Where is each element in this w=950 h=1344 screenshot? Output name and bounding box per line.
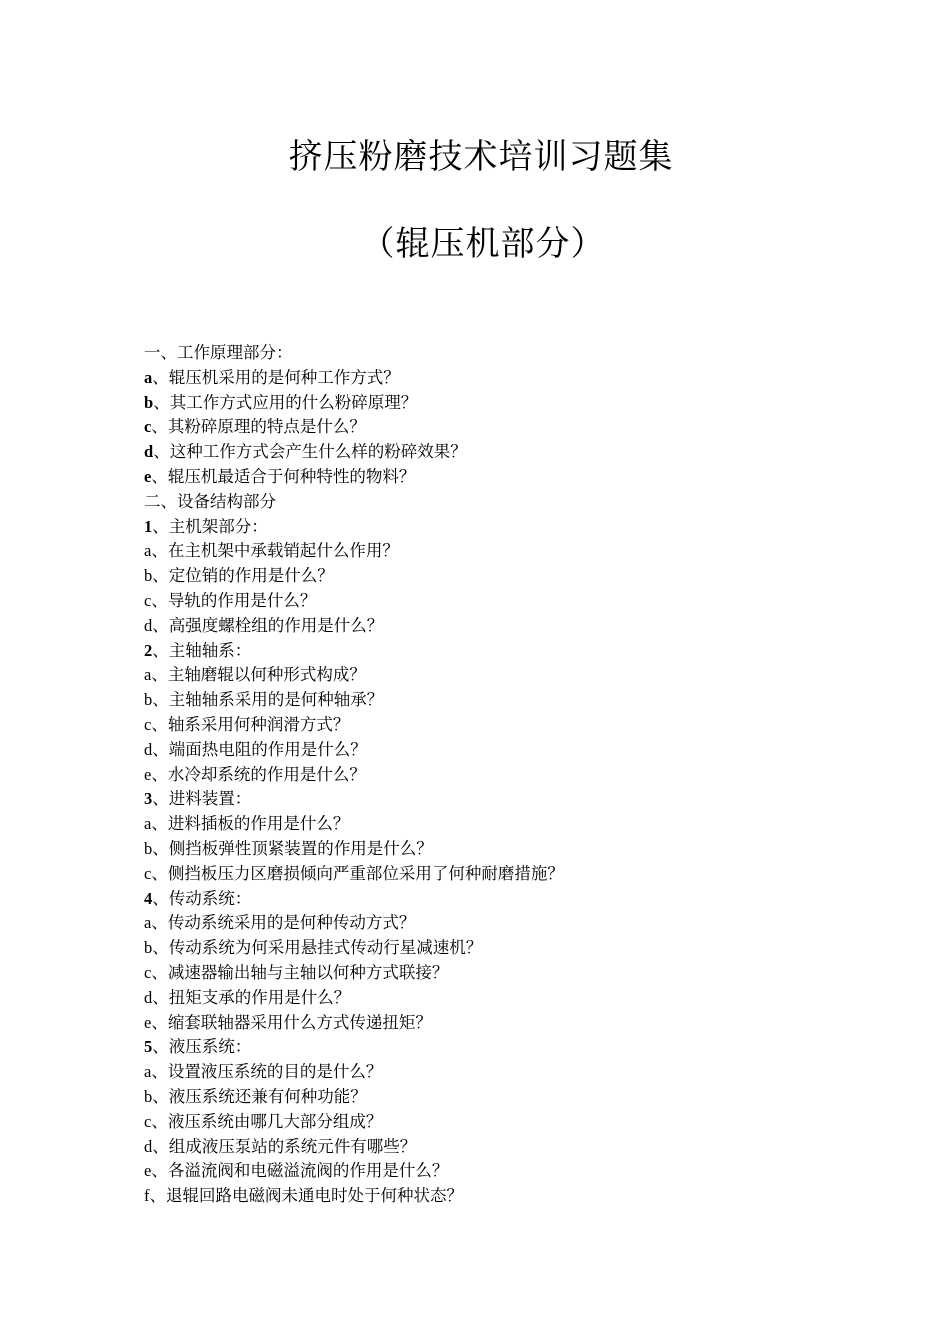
item-marker: 4	[144, 888, 153, 908]
line-text: 二、设备结构部分	[144, 491, 276, 511]
question-line	[144, 688, 924, 713]
document-title: 挤压粉磨技术培训习题集	[288, 137, 674, 177]
item-marker: a	[144, 541, 152, 561]
item-marker: a	[144, 814, 152, 834]
line-text: 、进料插板的作用是什么？	[151, 814, 350, 834]
item-marker: a	[144, 913, 152, 933]
item-marker: e	[144, 466, 152, 486]
line-text: 、这种工作方式会产生什么样的粉碎效果？	[153, 442, 467, 462]
item-marker: d	[144, 739, 153, 759]
line-text: 、组成液压泵站的系统元件有哪些？	[152, 1136, 417, 1156]
question-line	[144, 614, 924, 639]
line-text: 、传动系统：	[152, 888, 252, 908]
item-marker: b	[144, 690, 153, 710]
line-text: 、液压系统：	[152, 1037, 252, 1057]
item-marker: a	[144, 1062, 152, 1082]
item-marker: b	[144, 1086, 153, 1106]
line-text: 、传动系统采用的是何种传动方式？	[151, 913, 416, 933]
line-text: 、侧挡板压力区磨损倾向严重部位采用了何种耐磨措施？	[151, 863, 564, 883]
line-text: 、高强度螺栓组的作用是什么？	[152, 615, 384, 635]
line-text: 、设置液压系统的目的是什么？	[151, 1062, 383, 1082]
item-marker: b	[144, 938, 153, 958]
question-line	[144, 837, 924, 862]
question-line	[144, 961, 924, 986]
question-line	[144, 1035, 924, 1060]
line-text: 、各溢流阀和电磁溢流阀的作用是什么？	[151, 1161, 449, 1181]
line-text: 、辊压机采用的是何种工作方式？	[152, 367, 400, 387]
line-text: 、端面热电阻的作用是什么？	[152, 739, 367, 759]
item-marker: a	[144, 665, 152, 685]
question-line	[144, 1085, 924, 1110]
question-line	[144, 738, 924, 763]
line-text: 、退辊回路电磁阀未通电时处于何种状态？	[149, 1186, 463, 1206]
item-marker: a	[144, 367, 153, 387]
line-text: 、主轴磨辊以何种形式构成？	[151, 665, 366, 685]
line-text: 、减速器输出轴与主轴以何种方式联接？	[151, 962, 449, 982]
item-marker: c	[144, 417, 152, 437]
question-line	[144, 812, 924, 837]
item-marker: c	[144, 863, 152, 883]
line-text: 一、工作原理部分：	[144, 343, 293, 362]
question-line	[144, 515, 924, 540]
line-text: 、导轨的作用是什么？	[151, 590, 317, 610]
line-text: 、传动系统为何采用悬挂式传动行星减速机？	[152, 938, 483, 958]
question-line	[144, 986, 924, 1011]
item-marker: 1	[144, 516, 153, 536]
question-list	[144, 341, 924, 1209]
question-line	[144, 1060, 924, 1085]
item-marker: d	[144, 1136, 153, 1156]
line-text: 、其粉碎原理的特点是什么？	[151, 417, 366, 437]
item-marker: b	[144, 566, 153, 586]
item-marker: c	[144, 962, 152, 982]
question-line	[144, 887, 924, 912]
question-line	[144, 1135, 924, 1160]
question-line	[144, 1184, 924, 1209]
question-line	[144, 639, 924, 664]
item-marker: d	[144, 442, 154, 462]
line-text: 、轴系采用何种润滑方式？	[151, 714, 350, 734]
question-line	[144, 787, 924, 812]
line-text: 、主轴轴系：	[152, 640, 252, 660]
item-marker: e	[144, 764, 152, 784]
question-line	[144, 713, 924, 738]
line-text: 、在主机架中承载销起什么作用？	[151, 541, 399, 561]
line-text: 、侧挡板弹性顶紧装置的作用是什么？	[152, 838, 433, 858]
question-line	[144, 911, 924, 936]
item-marker: 5	[144, 1037, 153, 1057]
section-heading	[144, 341, 924, 366]
line-text: 、液压系统由哪几大部分组成？	[151, 1111, 383, 1131]
question-line	[144, 415, 924, 440]
document-subtitle: （辊压机部分）	[360, 224, 606, 264]
item-marker: 3	[144, 789, 153, 809]
item-marker: f	[144, 1186, 150, 1206]
line-text: 、扭矩支承的作用是什么？	[152, 987, 351, 1007]
line-text: 、辊压机最适合于何种特性的物料？	[151, 466, 416, 486]
item-marker: e	[144, 1012, 152, 1032]
question-line	[144, 465, 924, 490]
question-line	[144, 366, 924, 391]
question-line	[144, 1159, 924, 1184]
line-text: 、主轴轴系采用的是何种轴承？	[152, 690, 384, 710]
item-marker: c	[144, 590, 152, 610]
line-text: 、液压系统还兼有何种功能？	[152, 1086, 367, 1106]
item-marker: e	[144, 1161, 152, 1181]
question-line	[144, 1011, 924, 1036]
question-line	[144, 539, 924, 564]
question-line	[144, 663, 924, 688]
item-marker: c	[144, 1111, 152, 1131]
question-line	[144, 391, 924, 416]
item-marker: d	[144, 987, 153, 1007]
question-line	[144, 763, 924, 788]
question-line	[144, 564, 924, 589]
line-text: 、定位销的作用是什么？	[152, 566, 334, 586]
question-line	[144, 1110, 924, 1135]
question-line	[144, 589, 924, 614]
question-line	[144, 936, 924, 961]
question-line	[144, 862, 924, 887]
section-heading	[144, 490, 924, 515]
item-marker: b	[144, 838, 153, 858]
question-line	[144, 440, 924, 465]
line-text: 、进料装置：	[152, 789, 252, 809]
item-marker: c	[144, 714, 152, 734]
line-text: 、水冷却系统的作用是什么？	[151, 764, 366, 784]
item-marker: b	[144, 392, 154, 412]
item-marker: d	[144, 615, 153, 635]
line-text: 、其工作方式应用的什么粉碎原理？	[153, 392, 418, 412]
line-text: 、主机架部分：	[152, 516, 268, 536]
line-text: 、缩套联轴器采用什么方式传递扭矩？	[151, 1012, 432, 1032]
item-marker: 2	[144, 640, 153, 660]
